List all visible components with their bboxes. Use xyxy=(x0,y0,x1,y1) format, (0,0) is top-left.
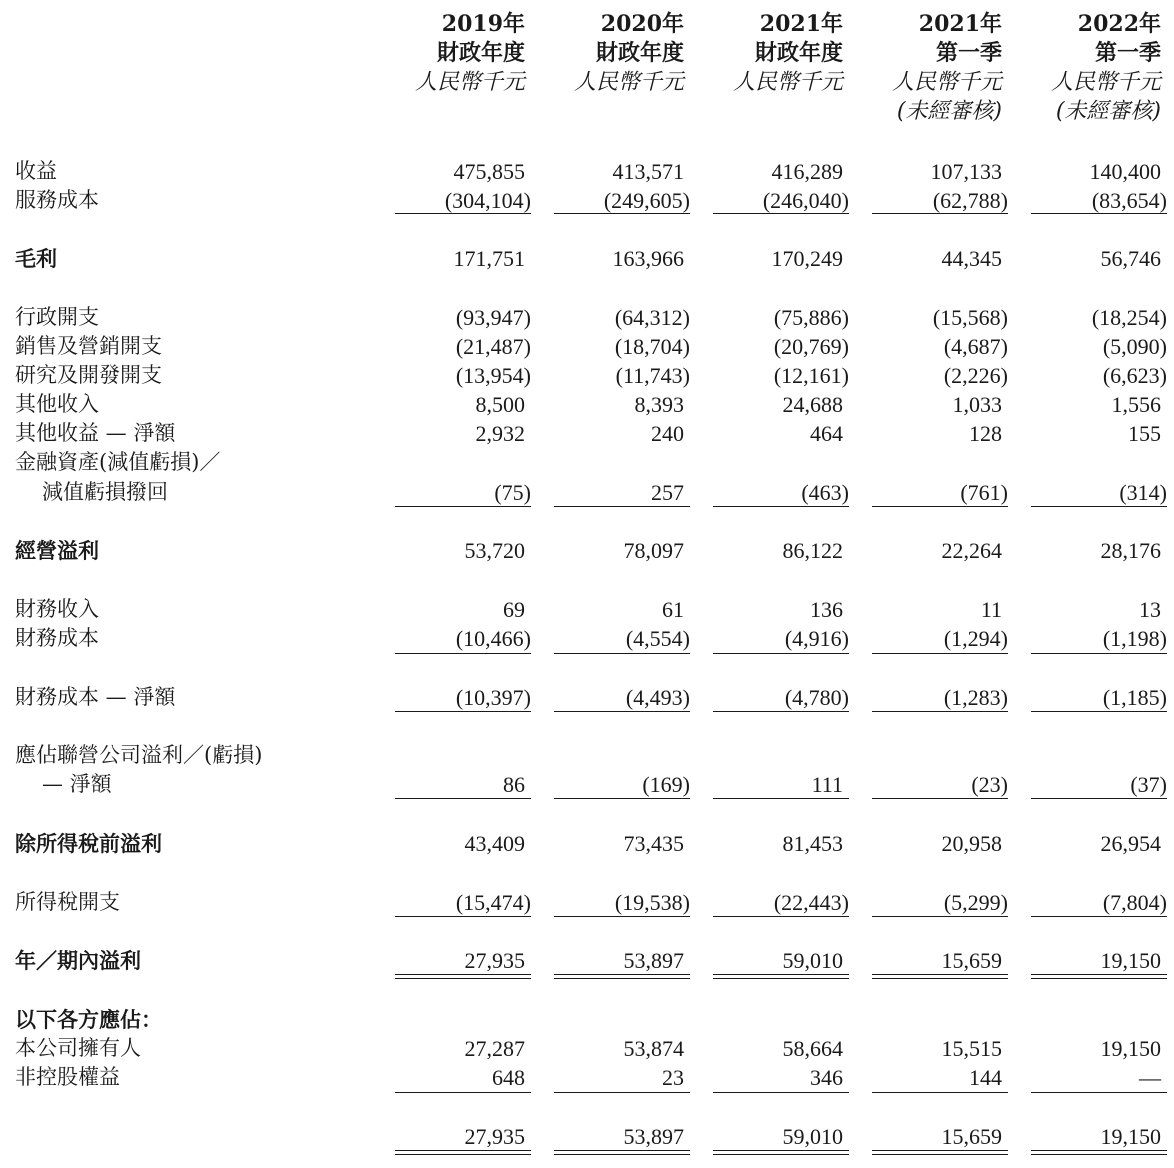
cell-value: 23 xyxy=(662,1065,684,1090)
cell-value: 24,688 xyxy=(782,392,843,417)
divider xyxy=(1031,798,1167,799)
cell-value: (15,474) xyxy=(455,890,531,915)
divider xyxy=(554,711,690,712)
cell-value: (75,886) xyxy=(773,305,849,330)
cell-value: (37) xyxy=(1130,772,1167,797)
double-divider xyxy=(395,974,531,979)
cell-value: (93,947) xyxy=(455,305,531,330)
column-year: 2021年 xyxy=(918,11,1002,37)
cell-value: 86,122 xyxy=(782,538,843,563)
cell-value: 240 xyxy=(651,421,684,446)
divider xyxy=(395,711,531,712)
cell-value: (4,554) xyxy=(625,626,690,651)
cell-value: (2,226) xyxy=(943,363,1008,388)
double-divider xyxy=(1031,974,1167,979)
cell-value: 1,033 xyxy=(952,392,1002,417)
cell-value: (1,283) xyxy=(943,685,1008,710)
row-label: 經營溢利 xyxy=(15,538,99,563)
divider xyxy=(872,798,1008,799)
cell-value: 43,409 xyxy=(464,831,525,856)
cell-value: (5,299) xyxy=(943,890,1008,915)
cell-value: 73,435 xyxy=(623,831,684,856)
cell-value: 69 xyxy=(503,597,525,622)
cell-value: 19,150 xyxy=(1100,1124,1161,1149)
cell-value: 111 xyxy=(811,772,843,797)
row-label: 財務收入 xyxy=(15,597,99,621)
divider xyxy=(713,798,849,799)
cell-value: (18,704) xyxy=(614,334,690,359)
row-label: 金融資產(減值虧損)／ xyxy=(15,450,221,474)
cell-value: (761) xyxy=(960,480,1008,505)
cell-value: 1,556 xyxy=(1111,392,1161,417)
row-label: 其他收益 — 淨額 xyxy=(15,421,176,445)
cell-value: 107,133 xyxy=(930,159,1002,184)
double-divider xyxy=(554,1150,690,1155)
cell-value: (12,161) xyxy=(773,363,849,388)
cell-value: (13,954) xyxy=(455,363,531,388)
cell-value: 53,720 xyxy=(464,538,525,563)
cell-value: (1,198) xyxy=(1102,626,1167,651)
cell-value: 22,264 xyxy=(941,538,1002,563)
cell-value: 346 xyxy=(810,1065,843,1090)
cell-value: (314) xyxy=(1119,480,1167,505)
cell-value: 8,500 xyxy=(475,392,525,417)
divider xyxy=(1031,916,1167,917)
divider xyxy=(395,916,531,917)
row-label: 毛利 xyxy=(15,246,57,271)
column-period: 財政年度 xyxy=(436,40,525,66)
cell-value: 413,571 xyxy=(612,159,684,184)
cell-value: (23) xyxy=(971,772,1008,797)
divider xyxy=(395,653,531,654)
divider xyxy=(395,213,531,214)
divider xyxy=(395,506,531,507)
divider xyxy=(1031,653,1167,654)
cell-value: (304,104) xyxy=(444,188,531,213)
double-divider xyxy=(1031,1150,1167,1155)
cell-value: (4,780) xyxy=(784,685,849,710)
cell-value: (11,743) xyxy=(615,363,690,388)
column-year: 2020年 xyxy=(600,11,684,37)
cell-value: 86 xyxy=(503,772,525,797)
column-unit: 人民幣千元 xyxy=(1050,70,1161,95)
divider xyxy=(713,506,849,507)
cell-value: (246,040) xyxy=(762,188,849,213)
cell-value: 44,345 xyxy=(941,246,1002,271)
cell-value: (22,443) xyxy=(773,890,849,915)
divider xyxy=(872,1092,1008,1093)
cell-value: (75) xyxy=(494,480,531,505)
double-divider xyxy=(713,974,849,979)
column-year: 2022年 xyxy=(1077,11,1161,37)
cell-value: (5,090) xyxy=(1102,334,1167,359)
cell-value: 144 xyxy=(969,1065,1002,1090)
cell-value: 128 xyxy=(969,421,1002,446)
cell-value: (10,397) xyxy=(455,685,531,710)
double-divider xyxy=(713,1150,849,1155)
cell-value: 170,249 xyxy=(771,246,843,271)
divider xyxy=(713,653,849,654)
cell-value: 53,897 xyxy=(623,1124,684,1149)
cell-value: 53,874 xyxy=(623,1036,684,1061)
cell-value: 416,289 xyxy=(771,159,843,184)
divider xyxy=(872,506,1008,507)
divider xyxy=(1031,1092,1167,1093)
divider xyxy=(554,653,690,654)
divider xyxy=(554,506,690,507)
cell-value: 27,935 xyxy=(464,948,525,973)
divider xyxy=(395,798,531,799)
cell-value: 59,010 xyxy=(782,948,843,973)
divider xyxy=(1031,711,1167,712)
cell-value: 56,746 xyxy=(1100,246,1161,271)
cell-value: 28,176 xyxy=(1100,538,1161,563)
cell-value: 19,150 xyxy=(1100,948,1161,973)
cell-value: 26,954 xyxy=(1100,831,1161,856)
column-year: 2021年 xyxy=(759,11,843,37)
row-label: 除所得稅前溢利 xyxy=(15,831,162,856)
cell-value: 257 xyxy=(651,480,684,505)
cell-value: (18,254) xyxy=(1091,305,1167,330)
column-unit: 人民幣千元 xyxy=(573,70,684,95)
cell-value: 2,932 xyxy=(475,421,525,446)
column-period: 財政年度 xyxy=(595,40,684,66)
row-label: 收益 xyxy=(15,159,57,183)
row-label: 以下各方應佔： xyxy=(15,1007,162,1032)
column-period: 第一季 xyxy=(1094,40,1161,66)
double-divider xyxy=(395,1150,531,1155)
cell-value: 27,287 xyxy=(464,1036,525,1061)
cell-value: 140,400 xyxy=(1089,159,1161,184)
row-label: 研究及開發開支 xyxy=(15,363,162,387)
row-label: 應佔聯營公司溢利／(虧損) xyxy=(15,743,263,767)
cell-value: (1,294) xyxy=(943,626,1008,651)
row-label: 減值虧損撥回 xyxy=(42,480,168,504)
double-divider xyxy=(872,974,1008,979)
cell-value: 13 xyxy=(1139,597,1161,622)
divider xyxy=(554,1092,690,1093)
column-period: 第一季 xyxy=(935,40,1002,66)
cell-value: (20,769) xyxy=(773,334,849,359)
cell-value: 15,515 xyxy=(941,1036,1002,1061)
cell-value: 81,453 xyxy=(782,831,843,856)
divider xyxy=(395,1092,531,1093)
row-label: 財務成本 xyxy=(15,626,99,650)
column-unit: 人民幣千元 xyxy=(414,70,525,95)
row-label: 財務成本 — 淨額 xyxy=(15,685,176,709)
cell-value: (19,538) xyxy=(614,890,690,915)
cell-value: 171,751 xyxy=(453,246,525,271)
cell-value: 15,659 xyxy=(941,1124,1002,1149)
cell-value: 19,150 xyxy=(1100,1036,1161,1061)
cell-value: — xyxy=(1139,1065,1161,1090)
row-label: 其他收入 xyxy=(15,392,99,416)
cell-value: (4,493) xyxy=(625,685,690,710)
cell-value: 648 xyxy=(492,1065,525,1090)
divider xyxy=(1031,213,1167,214)
cell-value: 58,664 xyxy=(782,1036,843,1061)
row-label: 所得稅開支 xyxy=(15,890,120,914)
double-divider xyxy=(872,1150,1008,1155)
column-unit: 人民幣千元 xyxy=(891,70,1002,95)
column-year: 2019年 xyxy=(441,11,525,37)
cell-value: (6,623) xyxy=(1102,363,1167,388)
divider xyxy=(713,1092,849,1093)
column-period: 財政年度 xyxy=(754,40,843,66)
cell-value: (1,185) xyxy=(1102,685,1167,710)
row-label: 年／期內溢利 xyxy=(15,948,141,973)
divider xyxy=(554,916,690,917)
cell-value: 78,097 xyxy=(623,538,684,563)
divider xyxy=(872,916,1008,917)
divider xyxy=(713,711,849,712)
cell-value: (4,916) xyxy=(784,626,849,651)
cell-value: 27,935 xyxy=(464,1124,525,1149)
row-label: 非控股權益 xyxy=(15,1065,120,1089)
cell-value: (21,487) xyxy=(455,334,531,359)
cell-value: (463) xyxy=(801,480,849,505)
divider xyxy=(713,213,849,214)
cell-value: (15,568) xyxy=(932,305,1008,330)
cell-value: 61 xyxy=(662,597,684,622)
row-label: — 淨額 xyxy=(42,772,112,796)
cell-value: 53,897 xyxy=(623,948,684,973)
cell-value: 15,659 xyxy=(941,948,1002,973)
cell-value: 20,958 xyxy=(941,831,1002,856)
divider xyxy=(872,711,1008,712)
cell-value: 155 xyxy=(1128,421,1161,446)
row-label: 服務成本 xyxy=(15,188,99,212)
double-divider xyxy=(554,974,690,979)
column-note: (未經審核) xyxy=(1055,99,1161,124)
row-label: 銷售及營銷開支 xyxy=(15,334,162,358)
row-label: 本公司擁有人 xyxy=(15,1036,141,1060)
cell-value: 464 xyxy=(810,421,843,446)
cell-value: (10,466) xyxy=(455,626,531,651)
column-note: (未經審核) xyxy=(896,99,1002,124)
cell-value: 8,393 xyxy=(634,392,684,417)
divider xyxy=(1031,506,1167,507)
cell-value: (83,654) xyxy=(1091,188,1167,213)
divider xyxy=(554,213,690,214)
cell-value: 59,010 xyxy=(782,1124,843,1149)
cell-value: (169) xyxy=(642,772,690,797)
cell-value: 163,966 xyxy=(612,246,684,271)
cell-value: 475,855 xyxy=(453,159,525,184)
divider xyxy=(872,213,1008,214)
cell-value: 136 xyxy=(810,597,843,622)
cell-value: (64,312) xyxy=(614,305,690,330)
row-label: 行政開支 xyxy=(15,305,99,329)
divider xyxy=(713,916,849,917)
cell-value: (62,788) xyxy=(932,188,1008,213)
cell-value: (7,804) xyxy=(1102,890,1167,915)
divider xyxy=(872,653,1008,654)
cell-value: (249,605) xyxy=(603,188,690,213)
divider xyxy=(554,798,690,799)
column-unit: 人民幣千元 xyxy=(732,70,843,95)
cell-value: (4,687) xyxy=(943,334,1008,359)
cell-value: 11 xyxy=(980,597,1002,622)
